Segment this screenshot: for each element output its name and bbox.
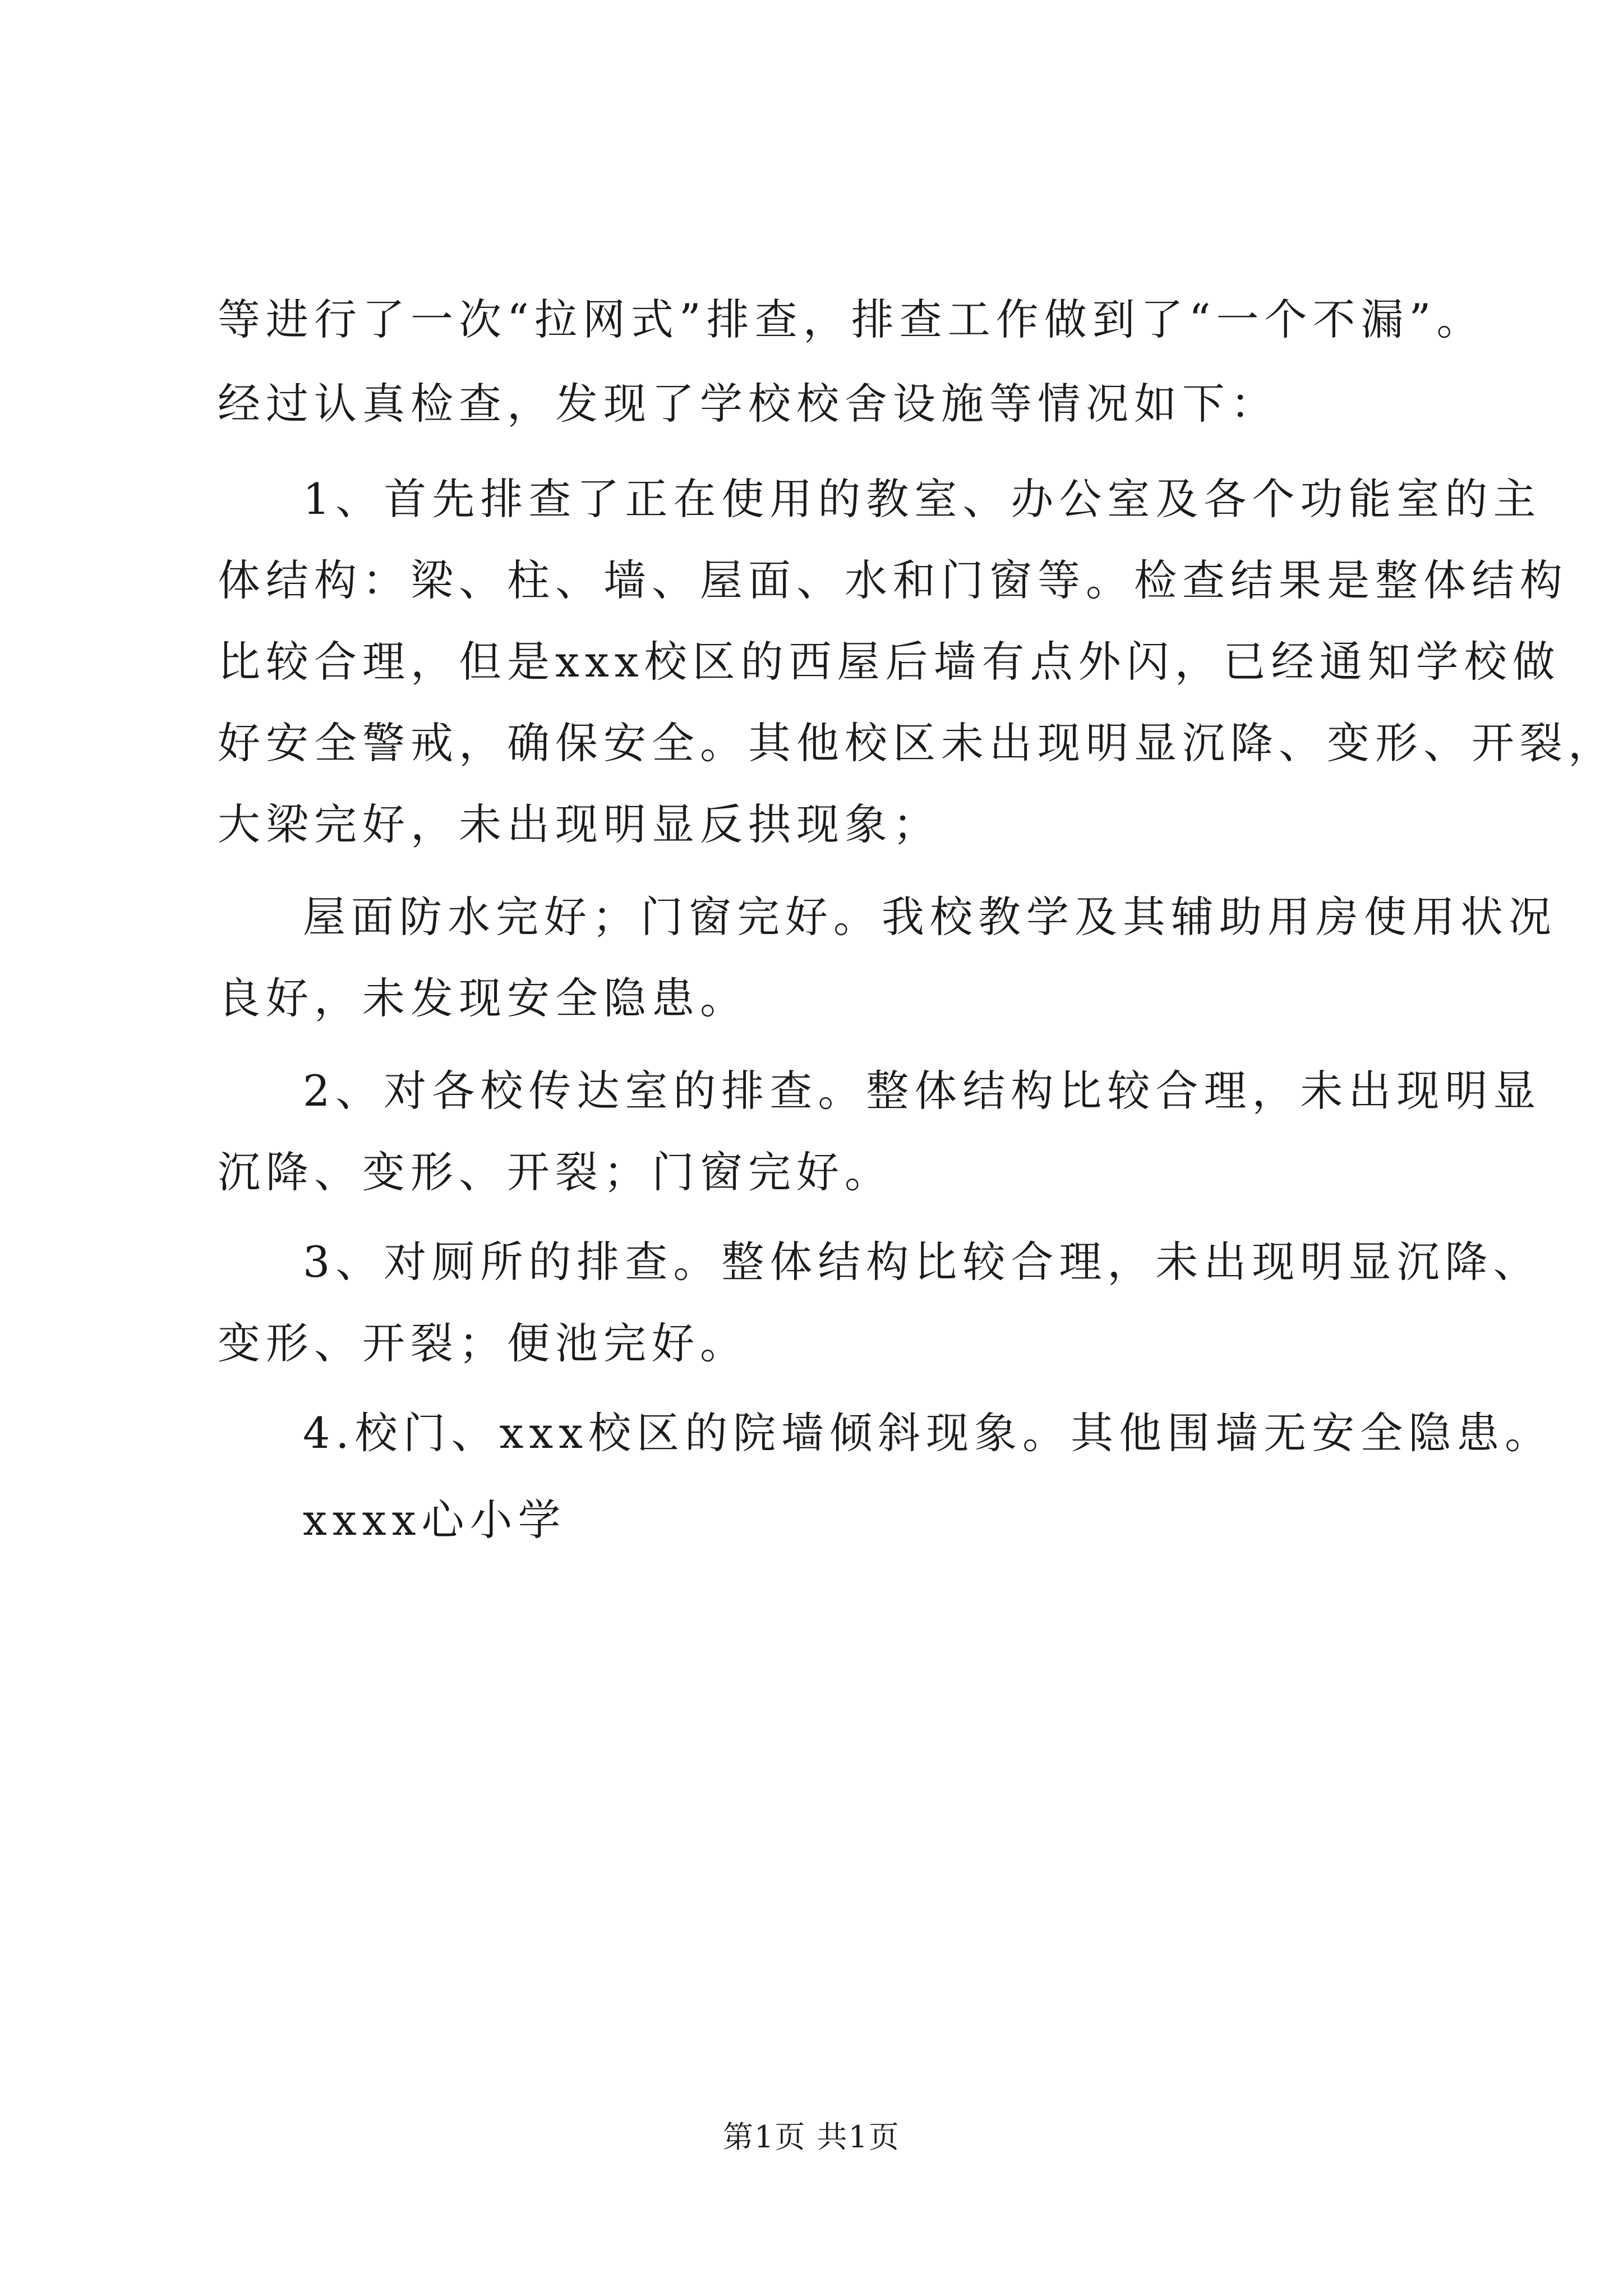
body-line: 比较合理，但是xxx校区的西屋后墙有点外闪，已经通知学校做 xyxy=(218,637,1561,687)
body-line: 沉降、变形、开裂；门窗完好。 xyxy=(218,1147,893,1197)
body-line: 良好，未发现安全隐患。 xyxy=(218,973,748,1023)
body-line: 体结构：梁、柱、墙、屋面、水和门窗等。检查结果是整体结构 xyxy=(218,555,1568,605)
paragraph-4-line: 4.校门、xxx校区的院墙倾斜现象。其他围墙无安全隐患。 xyxy=(303,1408,1553,1458)
signature-line: xxxx心小学 xyxy=(303,1495,566,1545)
body-line: 变形、开裂；便池完好。 xyxy=(218,1318,748,1368)
paragraph-1-line: 1、首先排查了正在使用的教室、办公室及各个功能室的主 xyxy=(303,474,1542,524)
paragraph-2-line: 2、对各校传达室的排查。整体结构比较合理，未出现明显 xyxy=(303,1066,1542,1116)
paragraph-3-line: 3、对厕所的排查。整体结构比较合理，未出现明显沉降、 xyxy=(303,1237,1542,1287)
body-line: 等进行了一次“拉网式”排查，排查工作做到了“一个不漏”。 xyxy=(218,295,1485,344)
body-line: 经过认真检查，发现了学校校舍设施等情况如下： xyxy=(218,379,1279,429)
page-number-footer: 第1页 共1页 xyxy=(723,2119,900,2155)
body-line: 好安全警戒，确保安全。其他校区未出现明显沉降、变形、开裂， xyxy=(218,718,1616,768)
paragraph-line: 屋面防水完好；门窗完好。我校教学及其辅助用房使用状况 xyxy=(303,892,1557,942)
body-line: 大梁完好，未出现明显反拱现象； xyxy=(218,799,941,849)
